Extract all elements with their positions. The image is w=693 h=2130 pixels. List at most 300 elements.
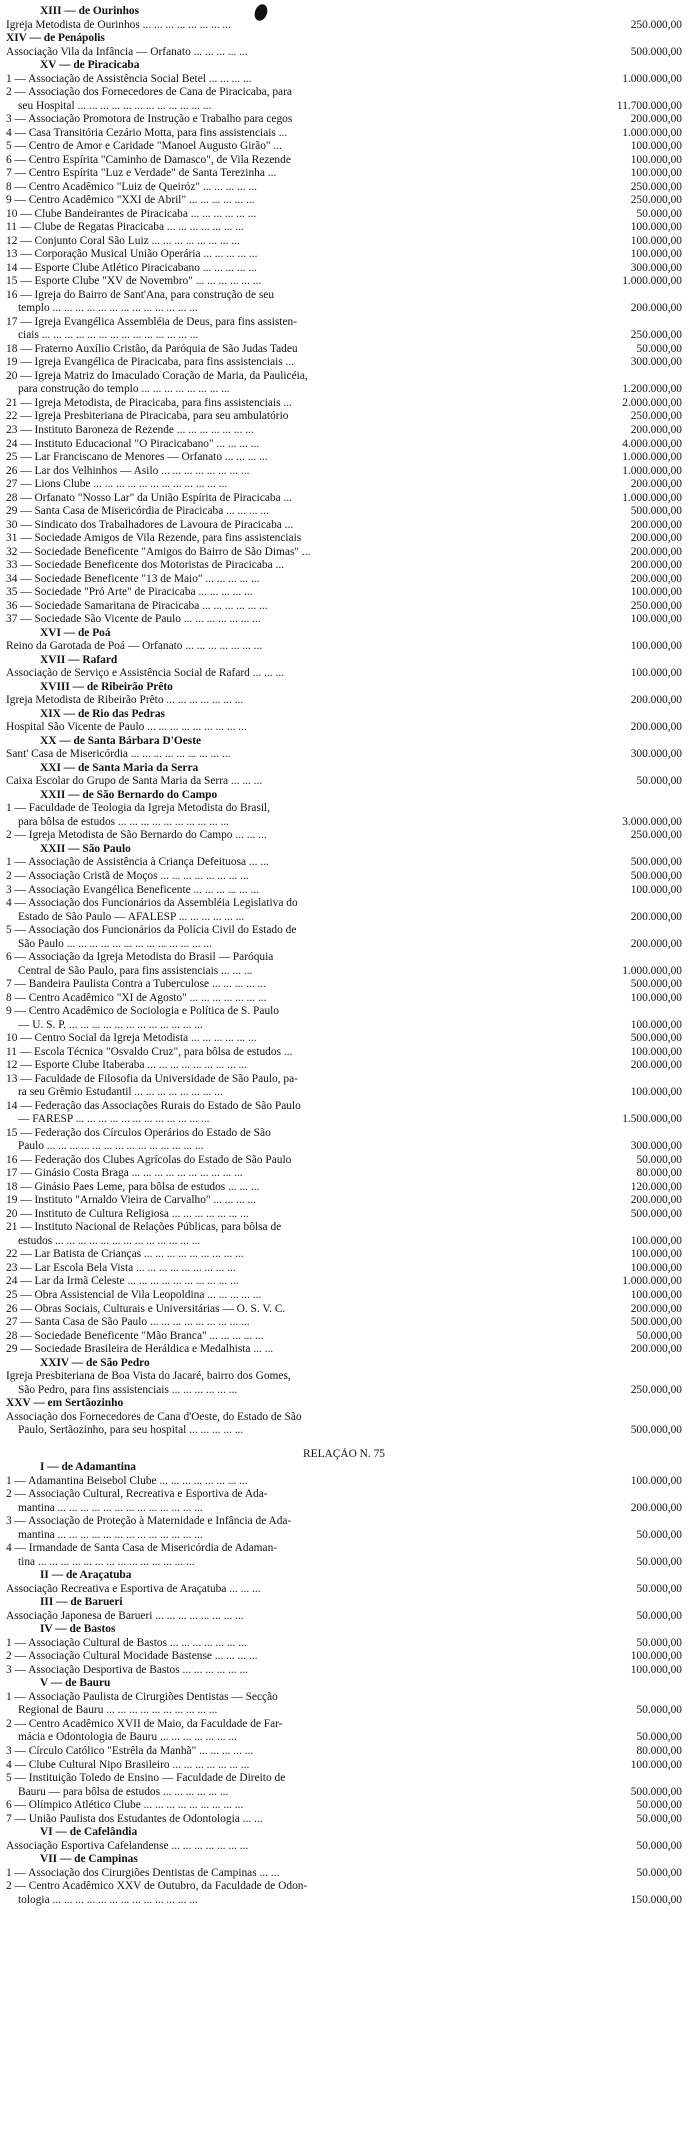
entry-line — [6, 140, 682, 154]
entry-text: 19 — Igreja Evangélica de Piracicaba, para fins assistenciais ... — [6, 356, 295, 369]
entry-text: XIII — de Ourinhos — [40, 5, 140, 17]
section-heading — [6, 681, 682, 695]
entry-amount: 3.000.000,00 — [618, 816, 682, 830]
entry-amount: 300.000,00 — [627, 262, 682, 276]
entry-text: Paulo, Sertãozinho, para seu hospital ... ... ... ... ... — [18, 1424, 244, 1437]
entry-text: 1 — Associação de Assistência Social Betel ... ... ... ... — [6, 72, 252, 85]
entry-amount: 1.000.000,00 — [618, 451, 682, 465]
entry-line — [6, 1167, 682, 1181]
entry-text: 3 — Associação Desportiva de Bastos ... ... ... ... ... ... — [6, 1663, 249, 1676]
entry-text: Sant' Casa de Misericórdia ... ... ... ... ... ... ... ... ... — [6, 748, 231, 761]
entry-amount: 200.000,00 — [627, 1343, 682, 1357]
entry-text: 21 — Igreja Metodista, de Piracicaba, para fins assistenciais ... — [6, 396, 292, 409]
entry-text: ciais ... ... ... ... ... ... ... ... ... ... ... ... ... ... — [18, 329, 199, 342]
entry-text: Reino da Garotada de Poá — Orfanato ... ... ... ... ... ... ... — [6, 640, 263, 653]
entry-text: 27 — Santa Casa de São Paulo ... ... ... ... ... ... ... ... ... — [6, 1316, 250, 1329]
entry-text: seu Hospital ... ... ... ... ... ... ... ... ... ... ... ... — [18, 99, 212, 112]
entry-line — [6, 505, 682, 519]
entry-amount: 100.000,00 — [627, 1248, 682, 1262]
section-heading — [6, 1853, 682, 1867]
entry-line — [6, 1370, 682, 1384]
entry-text: 10 — Centro Social da Igreja Metodista ... ... ... ... ... ... — [6, 1032, 257, 1045]
entry-line — [6, 870, 682, 884]
entry-amount: 200.000,00 — [627, 478, 682, 492]
section-heading — [6, 843, 682, 857]
entry-line — [6, 1799, 682, 1813]
entry-amount: 11.700.000,00 — [613, 100, 682, 114]
entry-text: 5 — Instituição Toledo de Ensino — Faculdade de Direito de — [6, 1772, 286, 1785]
entry-text: 14 — Federação das Associações Rurais do Estado de São Paulo — [6, 1099, 301, 1112]
entry-line — [6, 1194, 682, 1208]
entry-amount: 500.000,00 — [627, 1786, 682, 1800]
entry-amount: 50.000,00 — [632, 1556, 682, 1570]
entry-line — [6, 721, 682, 735]
entry-line — [6, 181, 682, 195]
entry-text: 11 — Escola Técnica "Osvaldo Cruz", para bôlsa de estudos ... — [6, 1045, 293, 1058]
entry-line — [6, 1664, 682, 1678]
section-heading — [6, 1596, 682, 1610]
entry-amount: 100.000,00 — [627, 1086, 682, 1100]
entry-line — [6, 275, 682, 289]
entry-line — [6, 911, 682, 925]
entry-amount: 50.000,00 — [632, 1704, 682, 1718]
entry-text: 3 — Associação de Proteção à Maternidade e Infância de Ada- — [6, 1515, 292, 1528]
entry-line — [6, 694, 682, 708]
entry-line — [6, 1140, 682, 1154]
entry-amount: 250.000,00 — [627, 600, 682, 614]
entry-text: Paulo ... ... ... ... ... ... ... ... ... ... ... ... ... ... — [18, 1140, 204, 1153]
entry-amount: 100.000,00 — [627, 667, 682, 681]
entry-text: 10 — Clube Bandeirantes de Piracicaba ... ... ... ... ... ... — [6, 207, 257, 220]
entry-line — [6, 1840, 682, 1854]
entry-line — [6, 667, 682, 681]
entry-line — [6, 1100, 682, 1114]
entry-text: 12 — Esporte Clube Itaberaba ... ... ... ... ... ... ... ... ... — [6, 1059, 248, 1072]
entry-text: 17 — Ginásio Costa Braga ... ... ... ... ... ... ... ... ... ... — [6, 1167, 243, 1180]
entry-text: tologia ... ... ... ... ... ... ... ... ... ... ... ... ... — [18, 1893, 198, 1906]
section-heading — [6, 762, 682, 776]
entry-amount: 1.200.000,00 — [618, 383, 682, 397]
entry-amount: 200.000,00 — [627, 938, 682, 952]
entry-line — [6, 127, 682, 141]
entry-text: 18 — Fraterno Auxílio Cristão, da Paróquia de São Judas Tadeu — [6, 342, 298, 355]
entry-text: 25 — Lar Franciscano de Menores — Orfanato ... ... ... ... — [6, 451, 268, 464]
entry-line — [6, 613, 682, 627]
entry-amount: 200.000,00 — [627, 519, 682, 533]
entry-amount: 500.000,00 — [627, 1208, 682, 1222]
entry-line — [6, 1813, 682, 1827]
entry-text: XVIII — de Ribeirão Prêto — [40, 680, 173, 693]
entry-line — [6, 1221, 682, 1235]
entry-line — [6, 1275, 682, 1289]
entry-amount: 500.000,00 — [627, 1032, 682, 1046]
entry-amount: 250.000,00 — [627, 410, 682, 424]
entry-text: XIV — de Penápolis — [6, 32, 105, 45]
section-heading — [6, 5, 682, 19]
entry-text: Regional de Bauru ... ... ... ... ... ... ... ... ... ... — [18, 1704, 218, 1717]
entry-amount: 1.000.000,00 — [618, 965, 682, 979]
entry-text: 31 — Sociedade Amigos de Vila Rezende, para fins assistenciais — [6, 532, 302, 545]
entry-amount: 200.000,00 — [627, 721, 682, 735]
entry-amount: 100.000,00 — [627, 586, 682, 600]
entry-line — [6, 438, 682, 452]
entry-line — [6, 1046, 682, 1060]
entry-text: 3 — Círculo Católico "Estrêla da Manhã" ... ... ... ... ... — [6, 1745, 254, 1757]
section-heading — [6, 708, 682, 722]
entry-line — [6, 1073, 682, 1087]
entry-text: XX — de Santa Bárbara D'Oeste — [40, 734, 202, 747]
entry-amount: 100.000,00 — [627, 640, 682, 654]
entry-amount: 1.000.000,00 — [618, 127, 682, 141]
entry-line — [6, 1019, 682, 1033]
entry-line — [6, 316, 682, 330]
section-heading — [6, 1623, 682, 1637]
entry-amount: 50.000,00 — [632, 1867, 682, 1881]
entry-amount: 300.000,00 — [627, 1140, 682, 1154]
entry-line — [6, 924, 682, 938]
entry-line — [6, 370, 682, 384]
entry-text: 11 — Clube de Regatas Piracicaba ... ... ... ... ... ... ... — [6, 221, 244, 234]
entry-line — [6, 546, 682, 560]
entry-line — [6, 356, 682, 370]
entry-line — [6, 73, 682, 87]
entry-amount: 200.000,00 — [627, 113, 682, 127]
entry-line — [6, 397, 682, 411]
entry-line — [6, 1704, 682, 1718]
entry-line — [6, 856, 682, 870]
entry-line — [6, 1691, 682, 1705]
entry-text: 15 — Esporte Clube "XV de Novembro" ... ... ... ... ... ... — [6, 275, 262, 288]
entry-amount: 50.000,00 — [632, 1799, 682, 1813]
entry-line — [6, 1583, 682, 1597]
entry-line — [6, 1113, 682, 1127]
entry-text: 18 — Ginásio Paes Leme, para bôlsa de estudos ... ... ... — [6, 1180, 260, 1193]
entry-text: 19 — Instituto "Arnaldo Vieira de Carvalho" ... ... ... ... — [6, 1194, 257, 1207]
entry-text: 5 — Associação dos Funcionários da Polícia Civil do Estado de — [6, 924, 297, 937]
entry-text: 36 — Sociedade Samaritana de Piracicaba ... ... ... ... ... ... — [6, 599, 268, 612]
entry-amount: 50.000,00 — [632, 343, 682, 357]
entry-line — [6, 1515, 682, 1529]
entry-text: IV — de Bastos — [40, 1623, 116, 1636]
entry-text: 1 — Adamantina Beisebol Clube ... ... ... ... ... ... ... ... — [6, 1474, 248, 1487]
entry-amount: 100.000,00 — [627, 1650, 682, 1664]
entry-text: XXII — de São Bernardo do Campo — [40, 788, 218, 801]
entry-text: 16 — Igreja do Bairro de Sant'Ana, para construção de seu — [6, 288, 275, 301]
entry-amount: 100.000,00 — [627, 248, 682, 262]
entry-line — [6, 424, 682, 438]
entry-text: Central de São Paulo, para fins assistenciais ... ... ... — [18, 964, 253, 977]
entry-line — [6, 451, 682, 465]
entry-amount: 100.000,00 — [627, 167, 682, 181]
entry-text: 4 — Irmandade de Santa Casa de Misericórdia de Adaman- — [6, 1542, 278, 1555]
entry-text: 15 — Federação dos Círculos Operários do Estado de São — [6, 1126, 271, 1139]
entry-amount: 200.000,00 — [627, 546, 682, 560]
entry-amount: 50.000,00 — [632, 1840, 682, 1854]
entry-amount: 80.000,00 — [632, 1167, 682, 1181]
entry-line — [6, 1894, 682, 1908]
entry-line — [6, 1438, 682, 1448]
entry-text: XXV — em Sertãozinho — [6, 1397, 124, 1410]
entry-text: 20 — Igreja Matriz do Imaculado Coração de Maria, da Paulicéia, — [6, 369, 308, 382]
entry-amount: 1.000.000,00 — [618, 1275, 682, 1289]
entry-amount: 100.000,00 — [627, 1664, 682, 1678]
entry-amount: 250.000,00 — [627, 19, 682, 33]
entry-text: 9 — Centro Acadêmico "XXI de Abril" ... ... ... ... ... ... — [6, 194, 255, 207]
entry-amount: 100.000,00 — [627, 1289, 682, 1303]
entry-text: XV — de Piracicaba — [40, 59, 140, 72]
entry-amount: 50.000,00 — [632, 1330, 682, 1344]
entry-amount: 80.000,00 — [632, 1745, 682, 1759]
entry-text: 37 — Sociedade São Vicente de Paulo ... ... ... ... ... ... ... — [6, 613, 261, 626]
entry-line — [6, 559, 682, 573]
entry-amount: 50.000,00 — [632, 1731, 682, 1745]
entry-line — [6, 1154, 682, 1168]
entry-text: 23 — Lar Escola Bela Vista ... ... ... ... ... ... ... ... ... — [6, 1261, 236, 1274]
entry-text: 27 — Lions Clube ... ... ... ... ... ... ... ... ... ... ... ... — [6, 478, 228, 491]
entry-amount: 100.000,00 — [627, 221, 682, 235]
entry-line — [6, 478, 682, 492]
entry-text: 2 — Associação Cristã de Moços ... ... ... ... ... ... ... ... — [6, 870, 249, 882]
entry-text: 2 — Centro Acadêmico XVII de Maio, da Faculdade de Far- — [6, 1717, 283, 1730]
entry-text: São Pedro, para fins assistenciais ... ... ... ... ... ... — [18, 1383, 238, 1396]
section-heading — [6, 1461, 682, 1475]
entry-line — [6, 208, 682, 222]
entry-text: 12 — Conjunto Coral São Luiz ... ... ... ... ... ... ... ... — [6, 234, 240, 247]
entry-line — [6, 1475, 682, 1489]
entry-text: 2 — Centro Acadêmico XXV de Outubro, da Faculdade de Odon- — [6, 1880, 308, 1893]
entry-text: 6 — Olímpico Atlético Clube ... ... ... ... ... ... ... ... ... — [6, 1799, 244, 1812]
entry-text: V — de Bauru — [40, 1677, 111, 1690]
entry-amount: 150.000,00 — [627, 1894, 682, 1908]
entry-line — [6, 383, 682, 397]
section-heading — [6, 32, 682, 46]
entry-text: Associação Japonesa de Barueri ... ... ... ... ... ... ... ... — [6, 1609, 244, 1622]
section-heading — [6, 1677, 682, 1691]
entry-text: Igreja Presbiteriana de Boa Vista do Jacaré, bairro dos Gomes, — [6, 1370, 291, 1383]
document-body — [6, 5, 682, 1907]
entry-line — [6, 262, 682, 276]
entry-text: RELAÇÃO N. 75 — [303, 1447, 385, 1460]
entry-line — [6, 1235, 682, 1249]
entry-line — [6, 1529, 682, 1543]
entry-text: XXI — de Santa Maria da Serra — [40, 761, 199, 774]
entry-amount: 250.000,00 — [627, 1384, 682, 1398]
entry-text: XXIV — de São Pedro — [40, 1356, 150, 1369]
entry-line — [6, 884, 682, 898]
entry-amount: 100.000,00 — [627, 613, 682, 627]
entry-text: 22 — Igreja Presbiteriana de Piracicaba, para seu ambulatório — [6, 410, 289, 423]
entry-text: tina ... ... ... ... ... ... ... ... ... ... ... ... ... ... — [18, 1555, 195, 1568]
entry-line — [6, 1542, 682, 1556]
section-heading — [6, 1569, 682, 1583]
entry-text: 28 — Sociedade Beneficente "Mão Branca" ... ... ... ... ... — [6, 1329, 264, 1342]
section-heading — [6, 789, 682, 803]
entry-line — [6, 1086, 682, 1100]
entry-amount: 100.000,00 — [627, 1475, 682, 1489]
entry-text: ra seu Grêmio Estudantil ... ... ... ... ... ... ... ... — [18, 1086, 223, 1099]
section-heading — [6, 735, 682, 749]
entry-line — [6, 1059, 682, 1073]
entry-text: Igreja Metodista de Ourinhos ... ... ... ... ... ... ... ... — [6, 18, 231, 31]
entry-line — [6, 154, 682, 168]
entry-text: 30 — Sindicato dos Trabalhadores de Lavoura de Piracicaba ... — [6, 518, 294, 531]
entry-line — [6, 1718, 682, 1732]
entry-line — [6, 1208, 682, 1222]
entry-text: Caixa Escolar do Grupo de Santa Maria da Serra ... ... ... — [6, 775, 263, 788]
entry-line — [6, 410, 682, 424]
entry-line — [6, 816, 682, 830]
entry-text: 34 — Sociedade Beneficente "13 de Maio" ... ... ... ... ... — [6, 572, 260, 585]
entry-text: mantina ... ... ... ... ... ... ... ... ... ... ... ... ... — [18, 1528, 203, 1541]
entry-line — [6, 1772, 682, 1786]
entry-line — [6, 1005, 682, 1019]
entry-line — [6, 802, 682, 816]
entry-text: 25 — Obra Assistencial de Vila Leopoldina ... ... ... ... ... — [6, 1288, 262, 1301]
entry-line — [6, 897, 682, 911]
entry-text: São Paulo ... ... ... ... ... ... ... ... ... ... ... ... ... — [18, 937, 212, 950]
entry-amount: 500.000,00 — [627, 1424, 682, 1438]
entry-line — [6, 1289, 682, 1303]
entry-text: 1 — Associação Paulista de Cirurgiões Dentistas — Secção — [6, 1690, 278, 1703]
entry-line — [6, 1880, 682, 1894]
entry-text: 6 — Associação da Igreja Metodista do Brasil — Paróquia — [6, 951, 274, 964]
entry-line — [6, 532, 682, 546]
entry-amount: 250.000,00 — [627, 194, 682, 208]
entry-text: Associação Recreativa e Esportiva de Araçatuba ... ... ... — [6, 1582, 261, 1595]
entry-text: 35 — Sociedade "Pró Arte" de Piracicaba ... ... ... ... ... — [6, 586, 253, 599]
entry-amount: 50.000,00 — [632, 1529, 682, 1543]
entry-text: XVI — de Poá — [40, 626, 111, 639]
entry-line — [6, 194, 682, 208]
entry-text: 3 — Associação Evangélica Beneficente ... ... ... ... ... ... — [6, 883, 260, 896]
entry-text: 7 — União Paulista dos Estudantes de Odontologia ... ... — [6, 1812, 263, 1825]
entry-line — [6, 748, 682, 762]
entry-text: 3 — Associação Promotora de Instrução e Trabalho para cegos — [6, 113, 293, 126]
entry-text: 8 — Centro Acadêmico "Luiz de Queiróz" ... ... ... ... ... — [6, 180, 257, 193]
entry-text: 6 — Centro Espírita "Caminho de Damasco", de Vila Rezende — [6, 153, 291, 166]
entry-amount: 100.000,00 — [627, 235, 682, 249]
entry-amount: 50.000,00 — [632, 775, 682, 789]
entry-text: XIX — de Rio das Pedras — [40, 707, 165, 720]
entry-text: Associação Esportiva Cafelandense ... ... ... ... ... ... ... — [6, 1839, 249, 1852]
entry-line — [6, 248, 682, 262]
entry-text: — FARESP ... ... ... ... ... ... ... ... ... ... ... ... — [18, 1113, 210, 1126]
entry-line — [6, 1330, 682, 1344]
entry-text: III — de Barueri — [40, 1596, 123, 1609]
entry-text: 1 — Associação de Assistência à Criança Defeituosa ... ... — [6, 856, 269, 869]
entry-text: 1 — Associação Cultural de Bastos ... ... ... ... ... ... ... — [6, 1636, 247, 1649]
entry-line — [6, 1248, 682, 1262]
entry-line — [6, 1343, 682, 1357]
entry-line — [6, 640, 682, 654]
entry-amount: 250.000,00 — [627, 329, 682, 343]
entry-text: XVII — Rafard — [40, 653, 118, 666]
entry-text: 23 — Instituto Baroneza de Rezende ... ... ... ... ... ... ... — [6, 423, 254, 436]
entry-text: Estado de São Paulo — AFALESP ... ... ... ... ... ... — [18, 910, 245, 923]
entry-text: 4 — Clube Cultural Nipo Brasileiro ... ... ... ... ... ... ... — [6, 1758, 250, 1771]
entry-line — [6, 1424, 682, 1438]
entry-amount: 50.000,00 — [632, 208, 682, 222]
entry-text: mácia e Odontologia de Bauru ... ... ... ... ... ... ... — [18, 1731, 237, 1744]
entry-line — [6, 1867, 682, 1881]
entry-amount: 100.000,00 — [627, 1046, 682, 1060]
section-heading — [6, 627, 682, 641]
entry-amount: 50.000,00 — [632, 1637, 682, 1651]
entry-text: Bauru — para bôlsa de estudos ... ... ... ... ... ... — [18, 1785, 229, 1798]
entry-amount: 200.000,00 — [627, 1059, 682, 1073]
entry-text: 29 — Sociedade Brasileira de Heráldica e Medalhista ... ... — [6, 1343, 274, 1356]
entry-text: Associação Vila da Infância — Orfanato ... ... ... ... ... — [6, 45, 248, 58]
entry-line — [6, 1127, 682, 1141]
entry-amount: 50.000,00 — [632, 1610, 682, 1624]
entry-line — [6, 586, 682, 600]
entry-text: para construção do templo ... ... ... ... ... ... ... ... — [18, 383, 230, 396]
entry-line — [6, 1384, 682, 1398]
relation-title — [6, 1448, 682, 1462]
entry-line — [6, 965, 682, 979]
entry-text: templo ... ... ... ... ... ... ... ... ... ... ... ... ... — [18, 302, 198, 315]
entry-amount: 300.000,00 — [627, 748, 682, 762]
entry-line — [6, 992, 682, 1006]
entry-line — [6, 1316, 682, 1330]
entry-text: 13 — Faculdade de Filosofia da Universidade de São Paulo, pa- — [6, 1072, 298, 1085]
entry-line — [6, 1262, 682, 1276]
entry-line — [6, 343, 682, 357]
entry-text: 7 — Bandeira Paulista Contra a Tuberculose ... ... ... ... ... — [6, 978, 267, 991]
entry-amount: 200.000,00 — [627, 532, 682, 546]
entry-text: I — de Adamantina — [40, 1461, 136, 1474]
entry-amount: 200.000,00 — [627, 573, 682, 587]
entry-text: Igreja Metodista de Ribeirão Prêto ... ... ... ... ... ... ... — [6, 694, 244, 707]
entry-line — [6, 329, 682, 343]
entry-text: 2 — Associação Cultural Mocidade Bastense ... ... ... ... — [6, 1650, 258, 1663]
entry-line — [6, 302, 682, 316]
entry-line — [6, 978, 682, 992]
entry-text: 2 — Associação dos Fornecedores de Cana de Piracicaba, para — [6, 86, 292, 99]
entry-amount: 100.000,00 — [627, 1235, 682, 1249]
entry-line — [6, 1488, 682, 1502]
entry-amount: 200.000,00 — [627, 694, 682, 708]
entry-line — [6, 289, 682, 303]
entry-amount: 1.000.000,00 — [618, 465, 682, 479]
entry-text: 13 — Corporação Musical União Operária ... ... ... ... ... — [6, 248, 258, 261]
entry-amount: 100.000,00 — [627, 1019, 682, 1033]
entry-text: estudos ... ... ... ... ... ... ... ... ... ... ... ... ... — [18, 1234, 201, 1247]
entry-line — [6, 1181, 682, 1195]
entry-line — [6, 46, 682, 60]
entry-amount: 200.000,00 — [627, 1303, 682, 1317]
entry-line — [6, 1303, 682, 1317]
entry-line — [6, 1411, 682, 1425]
entry-text: 16 — Federação dos Clubes Agrícolas do Estado de São Paulo — [6, 1153, 292, 1166]
entry-amount: 200.000,00 — [627, 302, 682, 316]
entry-text: 1 — Faculdade de Teologia da Igreja Metodista do Brasil, — [6, 802, 271, 815]
entry-amount: 500.000,00 — [627, 870, 682, 884]
entry-amount: 500.000,00 — [627, 856, 682, 870]
entry-amount: 100.000,00 — [627, 1262, 682, 1276]
entry-line — [6, 938, 682, 952]
entry-amount: 200.000,00 — [627, 911, 682, 925]
entry-text: 9 — Centro Acadêmico de Sociologia e Política de S. Paulo — [6, 1005, 280, 1018]
entry-amount: 50.000,00 — [632, 1813, 682, 1827]
entry-text: II — de Araçatuba — [40, 1569, 132, 1582]
entry-line — [6, 600, 682, 614]
entry-amount: 500.000,00 — [627, 505, 682, 519]
entry-text: 24 — Instituto Educacional "O Piracicabano" ... ... ... ... — [6, 437, 260, 450]
entry-line — [6, 86, 682, 100]
entry-line — [6, 1786, 682, 1800]
entry-line — [6, 1759, 682, 1773]
